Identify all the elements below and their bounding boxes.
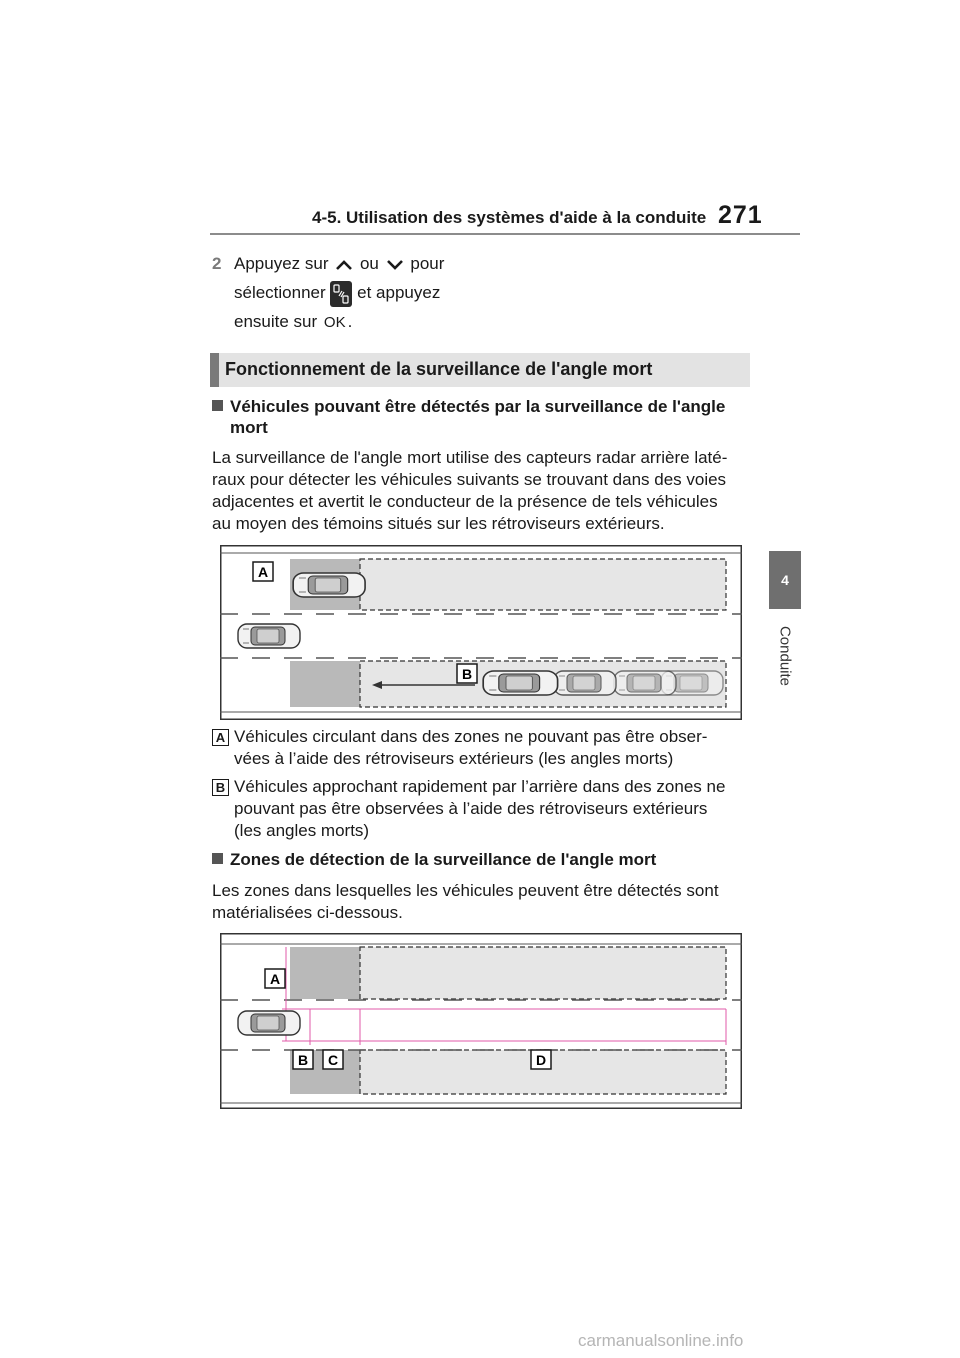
bullet-square-icon bbox=[212, 400, 223, 411]
subheading-text: Véhicules pouvant être détectés par la surveillance de l'angle bbox=[230, 397, 726, 416]
figure2-label-d: D bbox=[535, 1052, 547, 1068]
legend-line: pouvant pas être observées à l’aide des rétroviseurs extérieurs bbox=[234, 799, 708, 818]
step-text: et appuyez bbox=[357, 283, 441, 302]
chapter-tab[interactable] bbox=[769, 551, 801, 609]
subheading-text: mort bbox=[230, 418, 268, 437]
subheading-text: Zones de détection de la surveillance de l'angle mort bbox=[230, 850, 657, 869]
legend-line: (les angles morts) bbox=[234, 821, 370, 840]
legend-item-b bbox=[212, 776, 757, 842]
chevron-down-icon bbox=[384, 258, 406, 272]
chapter-label-box bbox=[770, 618, 800, 693]
figure1-label-b: B bbox=[461, 666, 473, 682]
figure-detection-zones bbox=[220, 933, 742, 1109]
bullet-square-icon bbox=[212, 853, 223, 864]
car-approaching-ghost-2 bbox=[614, 671, 676, 695]
figure2-label-a: A bbox=[269, 971, 281, 987]
paragraph-line: Les zones dans lesquelles les véhicules peuvent être détectés sont bbox=[212, 881, 719, 900]
section-header-title: Fonctionnement de la surveillance de l'angle mort bbox=[225, 359, 653, 379]
step-number: 2 bbox=[212, 254, 222, 273]
figure1-label-a: A bbox=[257, 564, 269, 580]
legend-line: vées à l’aide des rétroviseurs extérieurs (les angles morts) bbox=[234, 749, 674, 768]
figure2-label-b: B bbox=[297, 1052, 309, 1068]
step-line-3 bbox=[234, 307, 554, 337]
step-text: . bbox=[347, 312, 353, 331]
step-line-2 bbox=[234, 278, 554, 307]
legend-item-a bbox=[212, 726, 757, 770]
section-title: 4-5. Utilisation des systèmes d'aide à la conduite bbox=[312, 208, 707, 227]
car-approaching-ghost-1 bbox=[554, 671, 616, 695]
step-text: ou bbox=[359, 254, 379, 273]
own-car bbox=[238, 1011, 300, 1035]
paragraph-line: au moyen des témoins situés sur les rétroviseurs extérieurs. bbox=[212, 514, 665, 533]
blind-spot-monitor-icon bbox=[330, 281, 352, 307]
car-blind-spot bbox=[293, 573, 365, 597]
ok-button-glyph: OK bbox=[323, 314, 346, 331]
paragraph-line: matérialisées ci-dessous. bbox=[212, 903, 403, 922]
paragraph-line: La surveillance de l'angle mort utilise des capteurs radar arrière laté- bbox=[212, 448, 728, 467]
step-line-1 bbox=[234, 249, 554, 278]
legend-key-a: A bbox=[212, 729, 229, 746]
own-car bbox=[238, 624, 300, 648]
legend-line: Véhicules approchant rapidement par l’arrière dans des zones ne bbox=[234, 777, 726, 796]
step-text: pour bbox=[410, 254, 445, 273]
figure-detected-vehicles bbox=[220, 545, 742, 720]
car-approaching bbox=[483, 671, 557, 695]
watermark: carmanualsonline.info bbox=[578, 1331, 744, 1350]
subheading-detected-vehicles bbox=[212, 396, 757, 438]
chapter-number: 4 bbox=[781, 572, 789, 588]
paragraph-line: adjacentes et avertit le conducteur de la présence de tels véhicules bbox=[212, 492, 718, 511]
legend-line: Véhicules circulant dans des zones ne pouvant pas être obser- bbox=[234, 727, 708, 746]
paragraph-detection-zones bbox=[212, 880, 757, 924]
subheading-detection-zones bbox=[212, 849, 757, 870]
figure2-label-c: C bbox=[327, 1052, 339, 1068]
page-number: 271 bbox=[718, 201, 763, 229]
section-header bbox=[210, 353, 750, 387]
paragraph-line: raux pour détecter les véhicules suivants se trouvant dans des voies bbox=[212, 470, 727, 489]
chevron-up-icon bbox=[333, 258, 355, 272]
section-header-accent bbox=[210, 353, 219, 387]
paragraph-detected-vehicles bbox=[212, 447, 757, 535]
step-text: ensuite sur bbox=[234, 312, 318, 331]
step-text: sélectionner bbox=[234, 283, 326, 302]
header-rule bbox=[210, 233, 800, 235]
step-text: Appuyez sur bbox=[234, 254, 329, 273]
chapter-label: Conduite bbox=[776, 625, 794, 686]
legend-key-b: B bbox=[212, 779, 229, 796]
